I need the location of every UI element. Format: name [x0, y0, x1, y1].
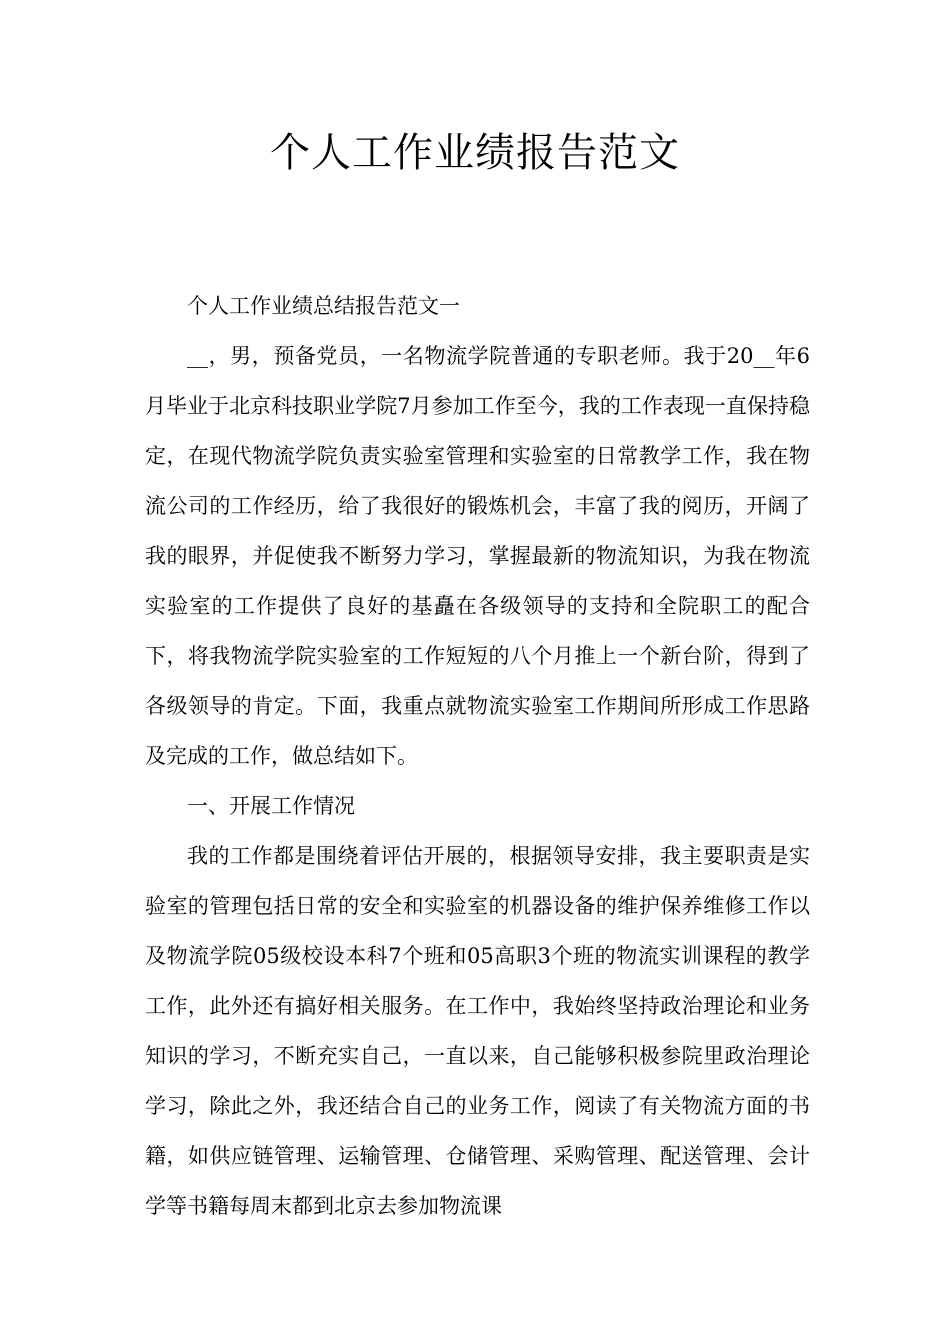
- document-title: 个人工作业绩报告范文: [270, 130, 680, 176]
- document-body: [145, 281, 810, 1231]
- section-heading: 一、开展工作情况: [187, 794, 355, 818]
- intro-paragraph: __，男，预备党员，一名物流学院普通的专职老师。我于20__年6月毕业于北京科技职业学院7月参加工作至今，我的工作表现一直保持稳定，在现代物流学院负责实验室管理和实验室的日常教学工作，我在物流公司的工作经历，给了我很好的锻炼机会，丰富了我的阅历，开阔了我的眼界，并促使我不断努力学习，掌握最新的物流知识，为我在物流实验室的工作提供了良好的基矗在各级领导的支持和全院职工的配合下，将我物流学院实验室的工作短短的八个月推上一个新台阶，得到了各级领导的肯定。下面，我重点就物流实验室工作期间所形成工作思路及完成的工作，做总结如下。: [145, 344, 810, 768]
- document-subtitle: 个人工作业绩总结报告范文一: [187, 294, 460, 318]
- section-paragraph: 我的工作都是围绕着评估开展的，根据领导安排，我主要职责是实验室的管理包括日常的安全和实验室的机器设备的维护保养维修工作以及物流学院05级校设本科7个班和05高职3个班的物流实训课程的教学工作，此外还有搞好相关服务。在工作中，我始终坚持政治理论和业务知识的学习，不断充实自己，一直以来，自己能够积极参院里政治理论学习，除此之外，我还结合自己的业务工作，阅读了有关物流方面的书籍，如供应链管理、运输管理、仓储管理、采购管理、配送管理、会计学等书籍每周末都到北京去参加物流课: [145, 844, 810, 1218]
